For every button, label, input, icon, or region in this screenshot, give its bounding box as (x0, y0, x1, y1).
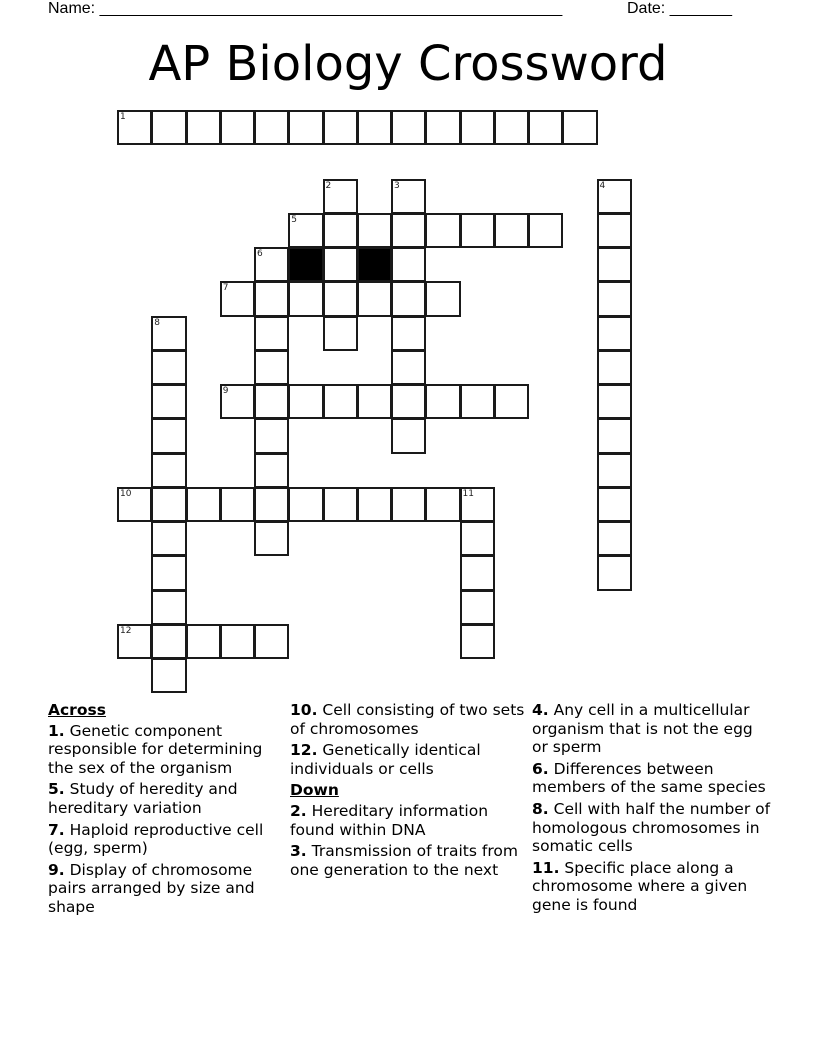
crossword-cell[interactable] (151, 521, 186, 556)
clue-text: Hereditary information found within DNA (290, 801, 489, 839)
clue-text: Specific place along a chromosome where a given gene is found (532, 858, 748, 914)
crossword-cell[interactable] (220, 487, 255, 522)
crossword-cell[interactable] (425, 384, 460, 419)
crossword-cell[interactable] (220, 624, 255, 659)
down-heading: Down (290, 781, 339, 800)
crossword-cell[interactable] (357, 110, 392, 145)
cell-number: 7 (222, 283, 229, 294)
crossword-cell[interactable] (460, 590, 495, 625)
crossword-cell[interactable] (288, 384, 323, 419)
cell-number: 10 (120, 488, 132, 499)
crossword-cell[interactable] (597, 316, 632, 351)
crossword-cell[interactable] (151, 487, 186, 522)
crossword-cell[interactable] (323, 247, 358, 282)
crossword-cell[interactable] (391, 418, 426, 453)
clue-number: 9. (48, 860, 65, 879)
crossword-cell[interactable] (494, 213, 529, 248)
crossword-cell[interactable] (151, 316, 186, 351)
crossword-cell[interactable] (597, 555, 632, 590)
crossword-cell[interactable] (151, 658, 186, 693)
across-heading: Across (48, 701, 106, 719)
crossword-cell[interactable] (425, 213, 460, 248)
cell-number: 4 (599, 180, 606, 191)
crossword-cell[interactable] (597, 281, 632, 316)
crossword-cell[interactable] (186, 110, 221, 145)
crossword-cell[interactable] (323, 316, 358, 351)
clue-number: 11. (532, 858, 560, 877)
crossword-cell[interactable] (220, 281, 255, 316)
crossword-cell[interactable] (391, 316, 426, 351)
crossword-cell[interactable] (597, 213, 632, 248)
crossword-cell[interactable] (151, 624, 186, 659)
crossword-cell[interactable] (254, 247, 289, 282)
crossword-cell[interactable] (597, 418, 632, 453)
crossword-cell[interactable] (254, 487, 289, 522)
cell-number: 12 (120, 625, 132, 636)
clues-column-2 (290, 701, 526, 882)
cell-number: 1 (120, 112, 126, 122)
clue-text: Cell consisting of two sets of chromosomes (290, 701, 525, 738)
crossword-cell[interactable] (288, 281, 323, 316)
clue-number: 1. (48, 721, 65, 740)
clue-across-1 (48, 722, 284, 778)
clue-text: Study of heredity and hereditary variation (48, 780, 238, 817)
crossword-cell[interactable] (528, 213, 563, 248)
crossword-cell[interactable] (254, 624, 289, 659)
crossword-cell[interactable] (288, 487, 323, 522)
crossword-cell[interactable] (220, 384, 255, 419)
clue-text: Cell with half the number of homologous chromosomes in somatic cells (532, 799, 771, 856)
crossword-cell[interactable] (323, 179, 358, 214)
crossword-cell[interactable] (597, 247, 632, 282)
clue-down-4 (532, 701, 772, 757)
cell-number: 9 (222, 386, 229, 396)
crossword-cell[interactable] (323, 384, 358, 419)
clue-text: Genetically identical individuals or cells (290, 741, 481, 778)
clue-down-3 (290, 842, 526, 879)
clues-column-1 (48, 701, 284, 920)
crossword-cell[interactable] (151, 418, 186, 453)
crossword-cell[interactable] (425, 281, 460, 316)
blocked-cell (288, 247, 323, 282)
crossword-cell[interactable] (357, 213, 392, 248)
clue-number: 4. (532, 701, 549, 719)
cell-number: 2 (325, 180, 332, 191)
crossword-cell[interactable] (391, 179, 426, 214)
crossword-cell[interactable] (494, 384, 529, 419)
clue-down-8 (532, 800, 772, 856)
crossword-cell[interactable] (357, 384, 392, 419)
crossword-cell[interactable] (117, 624, 152, 659)
crossword-cell[interactable] (186, 624, 221, 659)
crossword-cell[interactable] (460, 213, 495, 248)
crossword-cell[interactable] (391, 213, 426, 248)
crossword-cell[interactable] (254, 418, 289, 453)
clue-across-10 (290, 701, 526, 738)
crossword-cell[interactable] (494, 110, 529, 145)
clue-number: 8. (532, 799, 549, 818)
crossword-cell[interactable] (425, 110, 460, 145)
clue-text: Any cell in a multicellular organism that is not the egg or sperm (532, 701, 753, 757)
crossword-cell[interactable] (254, 521, 289, 556)
clue-across-7 (48, 821, 284, 858)
crossword-cell[interactable] (323, 110, 358, 145)
crossword-cell[interactable] (323, 281, 358, 316)
clue-text: Genetic component responsible for determining the sex of the organism (48, 721, 263, 777)
clue-number: 12. (290, 741, 318, 760)
crossword-cell[interactable] (151, 555, 186, 590)
crossword-cell[interactable] (254, 281, 289, 316)
clue-number: 6. (532, 759, 549, 778)
crossword-cell[interactable] (597, 453, 632, 488)
crossword-cell[interactable] (151, 350, 186, 385)
clue-number: 3. (290, 842, 307, 861)
clue-number: 7. (48, 820, 65, 839)
crossword-cell[interactable] (460, 384, 495, 419)
cell-number: 6 (257, 249, 263, 259)
cell-number: 11 (462, 488, 474, 499)
crossword-cell[interactable] (151, 384, 186, 419)
crossword-cell[interactable] (254, 453, 289, 488)
crossword-cell[interactable] (597, 179, 632, 214)
clue-across-9 (48, 861, 284, 917)
clue-across-5 (48, 780, 284, 817)
crossword-cell[interactable] (254, 384, 289, 419)
clue-text: Differences between members of the same species (532, 759, 766, 797)
crossword-cell[interactable] (323, 213, 358, 248)
crossword-cell[interactable] (391, 247, 426, 282)
crossword-cell[interactable] (117, 110, 152, 145)
crossword-cell[interactable] (391, 487, 426, 522)
crossword-cell[interactable] (391, 384, 426, 419)
crossword-cell[interactable] (597, 521, 632, 556)
name-field-label: Name: ____________________________________________________ (48, 0, 563, 17)
crossword-cell[interactable] (597, 487, 632, 522)
crossword-cell[interactable] (357, 281, 392, 316)
date-field-label: Date: _______ (627, 0, 732, 17)
clues-column-3 (532, 701, 772, 918)
crossword-cell[interactable] (460, 521, 495, 556)
cell-number: 3 (394, 180, 400, 191)
crossword-cell[interactable] (391, 350, 426, 385)
crossword-cell[interactable] (391, 110, 426, 145)
clue-text: Haploid reproductive cell (egg, sperm) (48, 820, 264, 858)
crossword-cell[interactable] (425, 487, 460, 522)
cell-number: 8 (154, 317, 160, 328)
clue-text: Transmission of traits from one generation to the next (290, 842, 518, 879)
clue-number: 10. (290, 701, 318, 719)
clue-text: Display of chromosome pairs arranged by size and shape (48, 860, 255, 916)
clue-across-12 (290, 741, 526, 778)
clue-down-2 (290, 802, 526, 839)
crossword-cell[interactable] (186, 487, 221, 522)
crossword-cell[interactable] (391, 281, 426, 316)
crossword-cell[interactable] (460, 487, 495, 522)
crossword-cell[interactable] (562, 110, 597, 145)
crossword-cell[interactable] (288, 213, 323, 248)
crossword-cell[interactable] (357, 487, 392, 522)
crossword-cell[interactable] (254, 110, 289, 145)
crossword-cell[interactable] (597, 384, 632, 419)
clue-number: 2. (290, 801, 307, 820)
crossword-cell[interactable] (151, 590, 186, 625)
page-title: AP Biology Crossword (148, 36, 668, 92)
crossword-cell[interactable] (117, 487, 152, 522)
cell-number: 5 (291, 214, 297, 225)
crossword-cell[interactable] (460, 555, 495, 590)
crossword-cell[interactable] (528, 110, 563, 145)
crossword-cell[interactable] (220, 110, 255, 145)
clue-down-11 (532, 859, 772, 915)
blocked-cell (357, 247, 392, 282)
crossword-cell[interactable] (460, 110, 495, 145)
crossword-cell[interactable] (151, 453, 186, 488)
crossword-cell[interactable] (597, 350, 632, 385)
crossword-cell[interactable] (323, 487, 358, 522)
crossword-cell[interactable] (254, 316, 289, 351)
clue-down-6 (532, 760, 772, 797)
clue-number: 5. (48, 780, 65, 799)
crossword-cell[interactable] (460, 624, 495, 659)
crossword-cell[interactable] (288, 110, 323, 145)
crossword-cell[interactable] (151, 110, 186, 145)
crossword-cell[interactable] (254, 350, 289, 385)
